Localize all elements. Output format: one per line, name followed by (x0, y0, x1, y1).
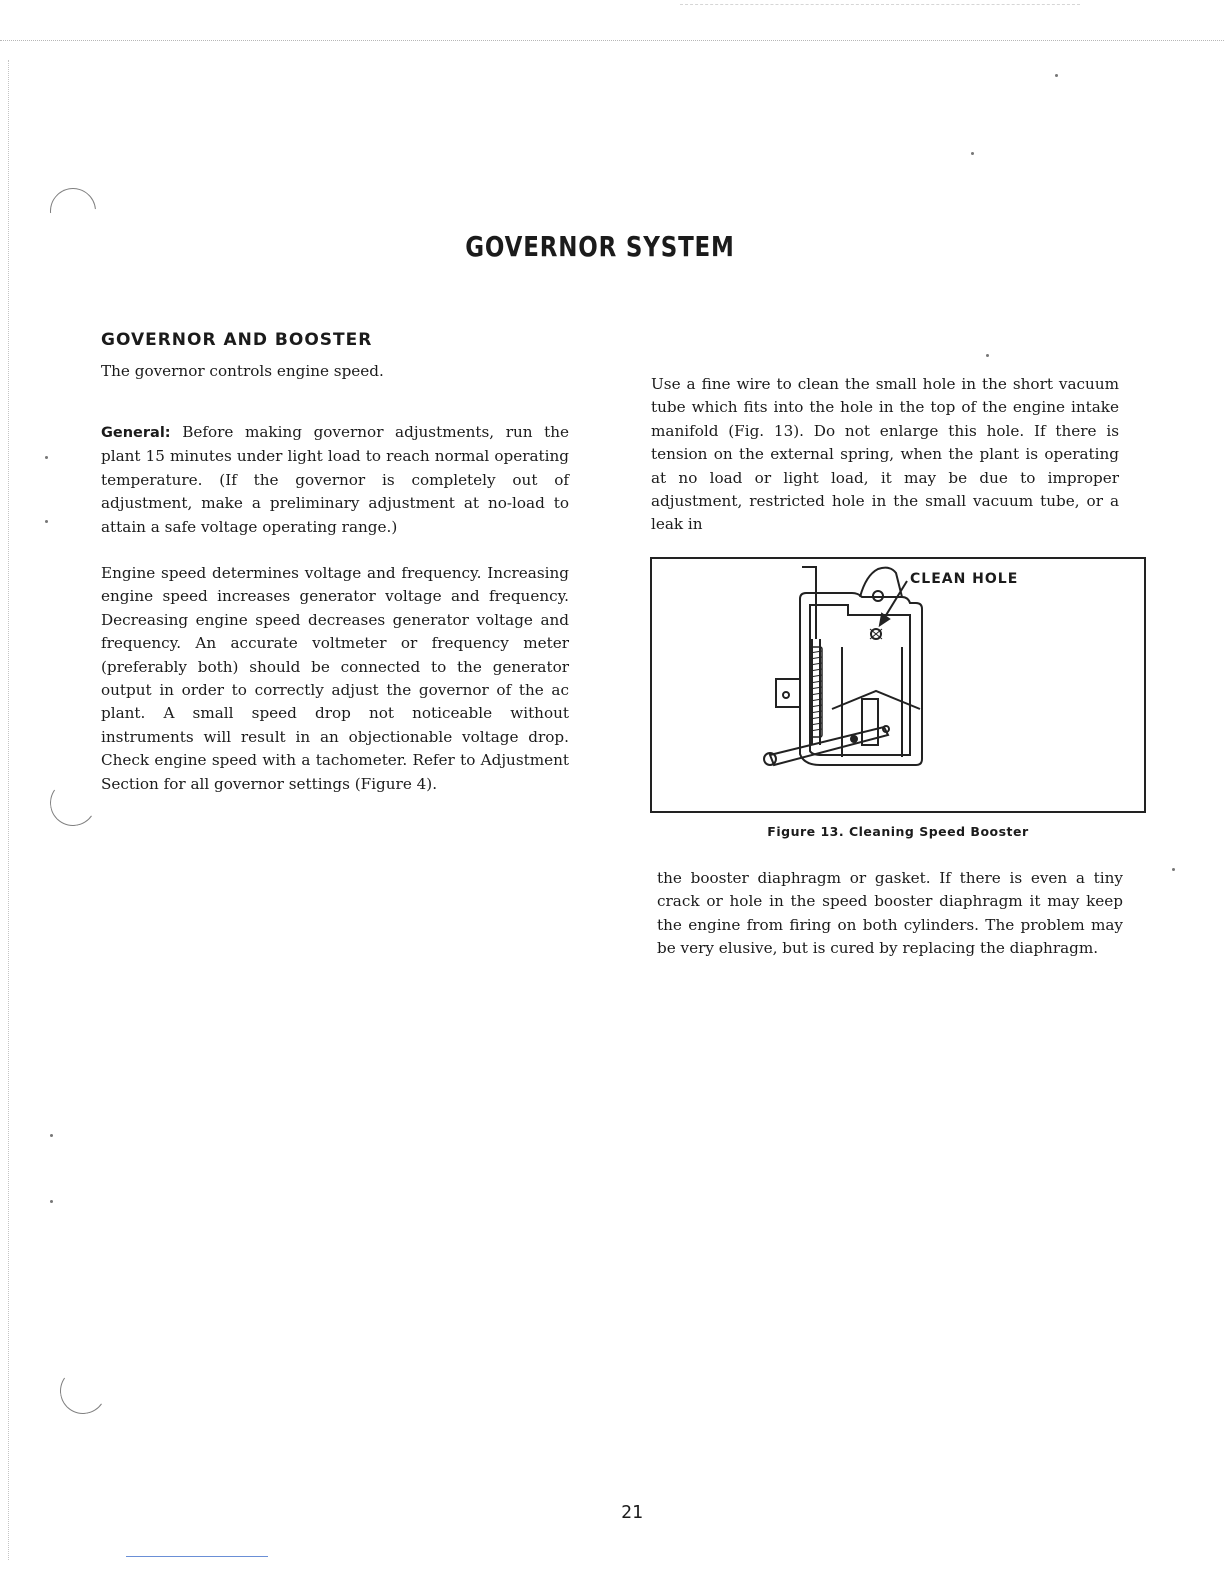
general-label: General: (101, 425, 171, 441)
punch-hole-middle (46, 776, 99, 829)
scan-artifact-bottom-line (126, 1556, 268, 1557)
scan-artifact-top-line (0, 40, 1224, 46)
engine-speed-paragraph: Engine speed determines voltage and frequency. Increasing engine speed increases generator voltage and frequency. Decreasing engine speed decreases generator voltage and frequency. An accurate voltmeter or frequency meter (preferably both) should be connected to the generator output in order to correctly adjust the governor of the ac plant. A small speed drop not noticeable without instruments will result in an objectionable voltage drop. Check engine speed with a tachometer. Refer to Adjustment Section for all governor settings (Figure 4). (101, 564, 569, 793)
stray-dot (45, 520, 48, 523)
figure-13 (650, 557, 1146, 813)
stray-dot (50, 1134, 53, 1137)
stray-dot (986, 354, 989, 357)
general-text: Before making governor adjustments, run the plant 15 minutes under light load to reach normal operating temperature. (If the governor is completely out of adjustment, make a preliminary adjustment at no-load to attain a safe voltage operating range.) (101, 423, 569, 536)
general-paragraph (101, 421, 569, 539)
stray-dot (45, 456, 48, 459)
stray-dot (1055, 74, 1058, 77)
stray-dot (1172, 868, 1175, 871)
speed-booster-drawing (652, 559, 1144, 811)
clean-hole-callout: CLEAN HOLE (910, 571, 1019, 587)
section-heading: GOVERNOR AND BOOSTER (101, 330, 373, 350)
cleaning-paragraph: Use a fine wire to clean the small hole in the short vacuum tube which fits into the hole in the top of the engine intake manifold (Fig. 13). Do not enlarge this hole. If there is tension on the external spring, when the plant is operating at no load or light load, it may be due to improper adjustment, restricted hole in the small vacuum tube, or a leak in (651, 375, 1119, 534)
figure-caption: Figure 13. Cleaning Speed Booster (767, 824, 1029, 839)
punch-hole-top (41, 179, 106, 244)
scan-artifact-top-dash (680, 4, 1080, 6)
punch-hole-bottom (56, 1364, 109, 1417)
page-number: 21 (621, 1502, 643, 1523)
intro-paragraph: The governor controls engine speed. (101, 362, 384, 380)
page-title: GOVERNOR SYSTEM (465, 230, 735, 263)
stray-dot (971, 152, 974, 155)
diaphragm-paragraph: the booster diaphragm or gasket. If there is even a tiny crack or hole in the speed booster diaphragm it may keep the engine from firing on both cylinders. The problem may be very elusive, but is cured by replacing the diaphragm. (657, 869, 1123, 958)
scan-artifact-left-edge (8, 60, 10, 1560)
stray-dot (50, 1200, 53, 1203)
